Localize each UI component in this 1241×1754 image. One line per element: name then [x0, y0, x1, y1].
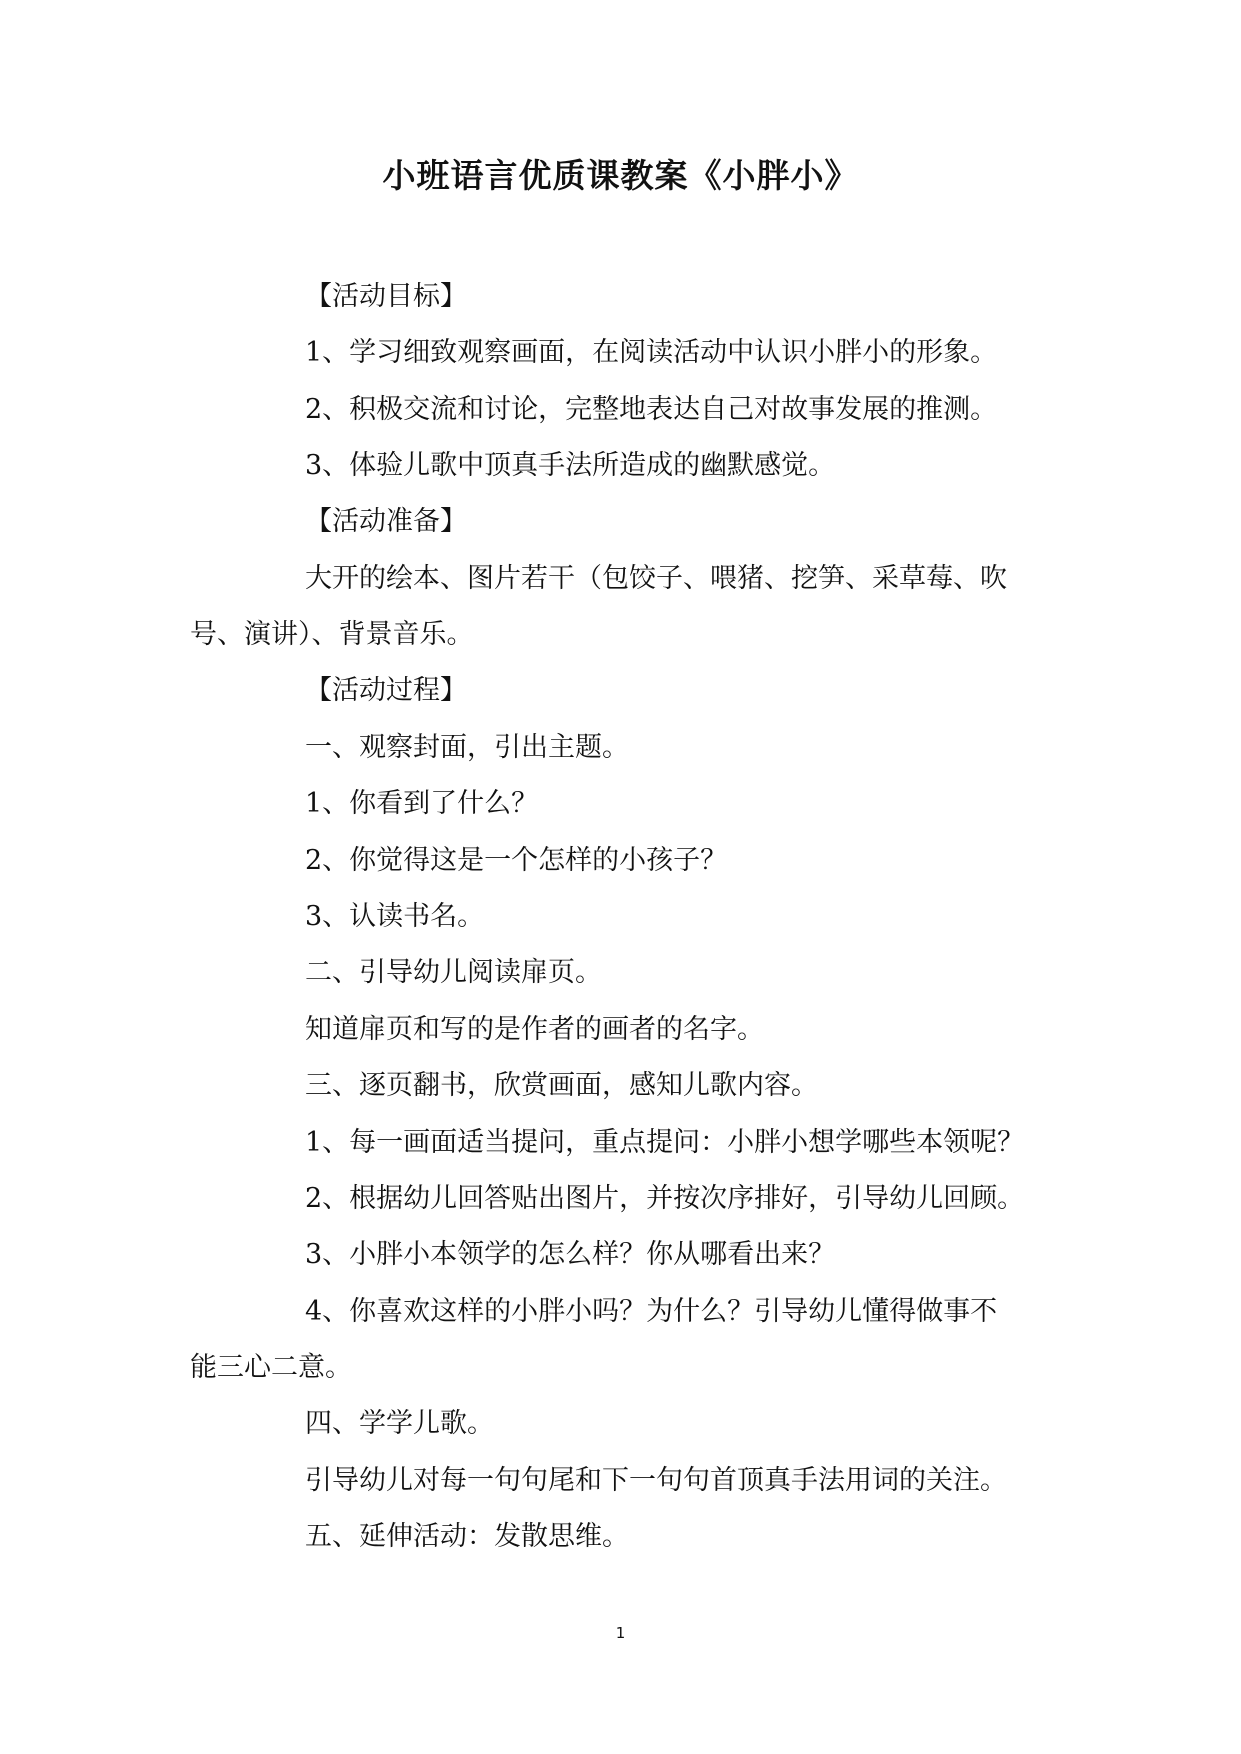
paragraph-line: 一、观察封面，引出主题。: [305, 732, 629, 763]
paragraph-line: 1、你看到了什么？: [305, 788, 539, 819]
document-title: 小班语言优质课教案《小胖小》: [382, 156, 859, 195]
paragraph-line: 五、延伸活动：发散思维。: [305, 1521, 629, 1552]
paragraph-line: 2、你觉得这是一个怎样的小孩子？: [305, 845, 728, 876]
paragraph-line: 知道扉页和写的是作者的画者的名字。: [305, 1014, 764, 1045]
page-number: 1: [615, 1624, 626, 1642]
paragraph-line: 3、体验儿歌中顶真手法所造成的幽默感觉。: [305, 450, 836, 481]
paragraph-line: 1、学习细致观察画面，在阅读活动中认识小胖小的形象。: [305, 337, 998, 368]
section-heading-goals: 【活动目标】: [305, 281, 467, 312]
paragraph-line: 1、每一画面适当提问，重点提问：小胖小想学哪些本领呢？: [305, 1127, 1025, 1158]
paragraph-line: 三、逐页翻书，欣赏画面，感知儿歌内容。: [305, 1070, 818, 1101]
paragraph-line: 二、引导幼儿阅读扉页。: [305, 957, 602, 988]
section-heading-process: 【活动过程】: [305, 675, 467, 706]
paragraph-line-continued: 能三心二意。: [190, 1352, 352, 1383]
paragraph-line: 引导幼儿对每一句句尾和下一句句首顶真手法用词的关注。: [305, 1465, 1007, 1496]
paragraph-line: 3、认读书名。: [305, 901, 485, 932]
paragraph-line: 2、根据幼儿回答贴出图片，并按次序排好，引导幼儿回顾。: [305, 1183, 1025, 1214]
paragraph-line: 4、你喜欢这样的小胖小吗？为什么？引导幼儿懂得做事不: [305, 1296, 998, 1327]
paragraph-line: 大开的绘本、图片若干（包饺子、喂猪、挖笋、采草莓、吹: [305, 563, 1007, 594]
paragraph-line: 四、学学儿歌。: [305, 1408, 494, 1439]
paragraph-line: 2、积极交流和讨论，完整地表达自己对故事发展的推测。: [305, 394, 998, 425]
paragraph-line: 3、小胖小本领学的怎么样？你从哪看出来？: [305, 1239, 836, 1270]
paragraph-line-continued: 号、演讲）、背景音乐。: [190, 619, 474, 650]
section-heading-preparation: 【活动准备】: [305, 506, 467, 537]
